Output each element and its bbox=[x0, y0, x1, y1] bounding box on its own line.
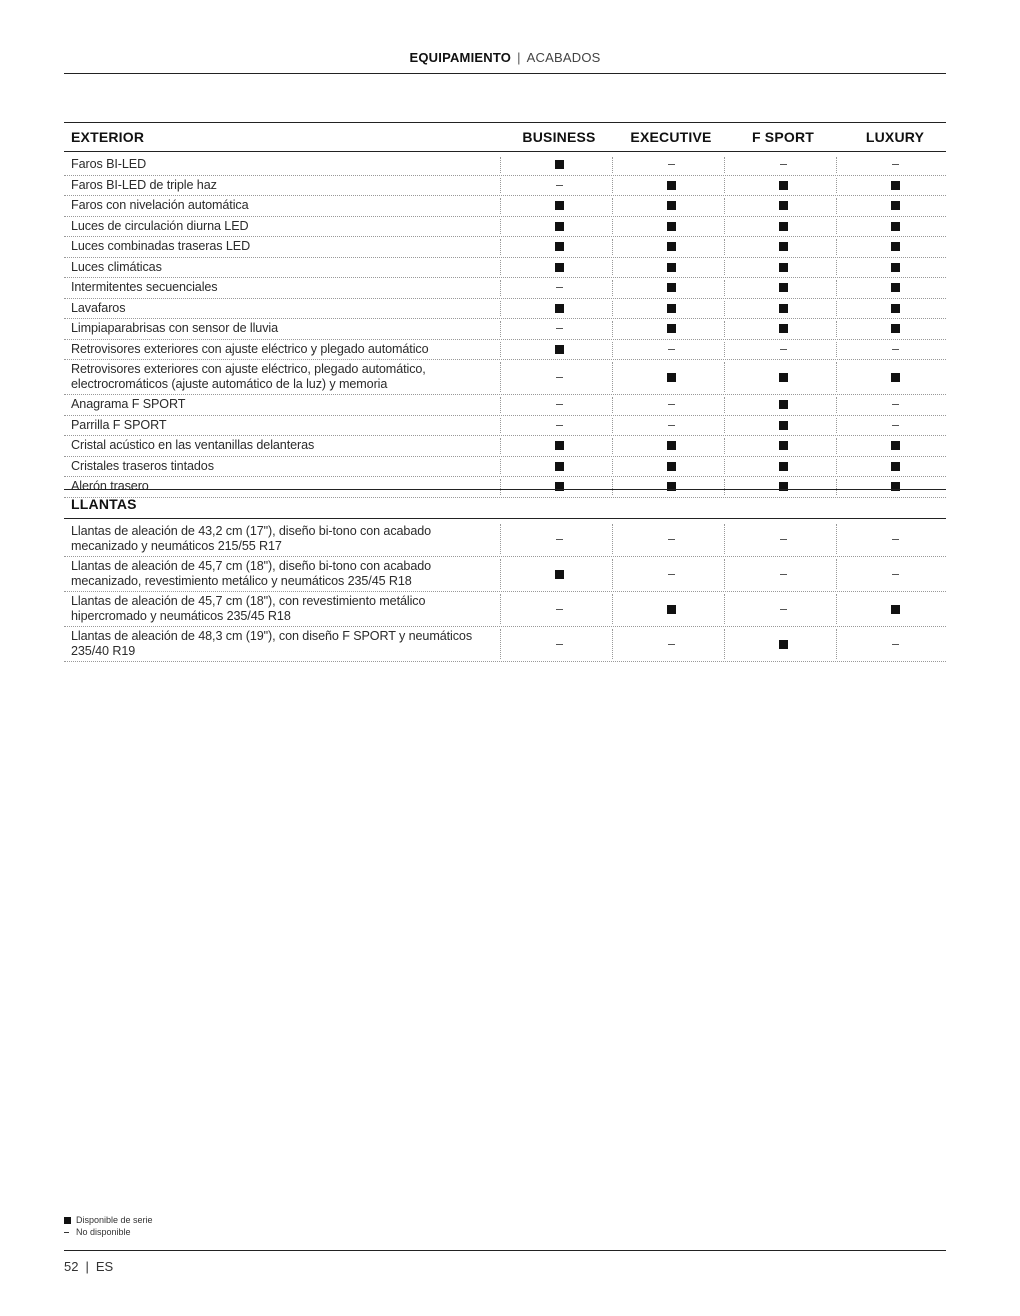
standard-square-icon bbox=[891, 462, 900, 471]
availability-cell bbox=[503, 237, 615, 257]
exterior-section-header bbox=[64, 122, 946, 152]
column-divider bbox=[500, 524, 501, 554]
table-row bbox=[64, 395, 946, 416]
standard-square-icon bbox=[891, 304, 900, 313]
unavailable-dash-icon bbox=[892, 349, 899, 350]
unavailable-dash-icon bbox=[892, 164, 899, 165]
availability-cell bbox=[503, 436, 615, 456]
standard-square-icon bbox=[667, 324, 676, 333]
row-label: Cristales traseros tintados bbox=[71, 458, 214, 473]
availability-cell bbox=[615, 592, 727, 626]
standard-square-icon bbox=[779, 242, 788, 251]
availability-cell bbox=[839, 237, 951, 257]
table-row bbox=[64, 258, 946, 279]
standard-square-icon bbox=[667, 462, 676, 471]
unavailable-dash-icon bbox=[556, 328, 563, 329]
standard-square-icon bbox=[891, 222, 900, 231]
availability-cell bbox=[839, 258, 951, 278]
availability-cell bbox=[727, 522, 839, 556]
section-title-exterior: EXTERIOR bbox=[71, 129, 145, 145]
availability-cell bbox=[727, 627, 839, 661]
page-header bbox=[64, 50, 946, 74]
column-divider bbox=[500, 342, 501, 358]
column-divider bbox=[500, 594, 501, 624]
standard-square-icon bbox=[779, 421, 788, 430]
table-row bbox=[64, 319, 946, 340]
col-header-fsport: F SPORT bbox=[751, 129, 815, 145]
unavailable-dash-icon bbox=[668, 574, 675, 575]
row-label: Llantas de aleación de 43,2 cm (17"), diseño bi-tono con acabado mecanizado y neumáticos 215/55 R17 bbox=[71, 524, 432, 553]
column-divider bbox=[500, 157, 501, 173]
availability-cell bbox=[615, 217, 727, 237]
standard-square-icon bbox=[779, 201, 788, 210]
availability-cell bbox=[839, 416, 951, 436]
standard-square-icon bbox=[779, 283, 788, 292]
column-divider bbox=[500, 459, 501, 475]
column-divider bbox=[500, 178, 501, 194]
table-row bbox=[64, 592, 946, 627]
standard-square-icon bbox=[779, 181, 788, 190]
standard-square-icon bbox=[779, 222, 788, 231]
standard-square-icon bbox=[779, 324, 788, 333]
availability-cell bbox=[727, 217, 839, 237]
availability-cell bbox=[615, 340, 727, 360]
standard-square-icon bbox=[891, 201, 900, 210]
unavailable-dash-icon bbox=[556, 404, 563, 405]
availability-cell bbox=[615, 627, 727, 661]
unavailable-dash-icon bbox=[668, 425, 675, 426]
standard-square-icon bbox=[667, 222, 676, 231]
row-label: Retrovisores exteriores con ajuste eléctrico, plegado automático, electrocromáticos (ajuste automático de la luz) y memoria bbox=[71, 362, 426, 391]
row-label: Luces de circulación diurna LED bbox=[71, 218, 249, 233]
standard-square-icon bbox=[891, 242, 900, 251]
availability-cell bbox=[615, 237, 727, 257]
row-label: Faros BI-LED de triple haz bbox=[71, 177, 217, 192]
availability-cell bbox=[503, 395, 615, 415]
standard-square-icon bbox=[779, 462, 788, 471]
row-label: Llantas de aleación de 45,7 cm (18"), diseño bi-tono con acabado mecanizado, revestimiento metálico y neumáticos 235/45 R18 bbox=[71, 559, 432, 588]
availability-cell bbox=[615, 360, 727, 394]
standard-square-icon bbox=[779, 400, 788, 409]
standard-square-icon bbox=[64, 1217, 76, 1224]
availability-cell bbox=[503, 258, 615, 278]
standard-square-icon bbox=[667, 263, 676, 272]
column-divider bbox=[500, 260, 501, 276]
column-divider bbox=[500, 629, 501, 659]
availability-cell bbox=[503, 416, 615, 436]
availability-cell bbox=[727, 319, 839, 339]
column-divider bbox=[500, 280, 501, 296]
standard-square-icon bbox=[667, 242, 676, 251]
availability-cell bbox=[615, 522, 727, 556]
row-label: Luces combinadas traseras LED bbox=[71, 239, 251, 254]
availability-cell bbox=[615, 196, 727, 216]
availability-cell bbox=[727, 237, 839, 257]
unavailable-dash-icon bbox=[556, 539, 563, 540]
legend-item-unavailable bbox=[64, 1226, 153, 1238]
table-row bbox=[64, 416, 946, 437]
availability-cell bbox=[727, 278, 839, 298]
availability-cell bbox=[615, 299, 727, 319]
column-divider bbox=[500, 362, 501, 392]
availability-cell bbox=[727, 457, 839, 477]
standard-square-icon bbox=[667, 283, 676, 292]
availability-cell bbox=[615, 176, 727, 196]
standard-square-icon bbox=[891, 373, 900, 382]
unavailable-dash-icon bbox=[780, 349, 787, 350]
standard-square-icon bbox=[779, 304, 788, 313]
availability-cell bbox=[727, 395, 839, 415]
unavailable-dash-icon bbox=[556, 609, 563, 610]
table-row bbox=[64, 278, 946, 299]
standard-square-icon bbox=[555, 222, 564, 231]
unavailable-dash-icon bbox=[780, 574, 787, 575]
unavailable-dash-icon bbox=[892, 574, 899, 575]
row-label: Intermitentes secuenciales bbox=[71, 280, 218, 295]
standard-square-icon bbox=[779, 263, 788, 272]
availability-cell bbox=[727, 340, 839, 360]
availability-cell bbox=[503, 522, 615, 556]
unavailable-dash-icon bbox=[780, 164, 787, 165]
availability-cell bbox=[839, 176, 951, 196]
standard-square-icon bbox=[555, 345, 564, 354]
unavailable-dash-icon bbox=[556, 287, 563, 288]
header-subtitle: ACABADOS bbox=[526, 50, 601, 65]
availability-cell bbox=[839, 627, 951, 661]
availability-cell bbox=[727, 416, 839, 436]
llantas-rows bbox=[64, 522, 946, 662]
standard-square-icon bbox=[667, 605, 676, 614]
llantas-section-header bbox=[64, 489, 946, 519]
row-label: Retrovisores exteriores con ajuste eléctrico y plegado automático bbox=[71, 341, 429, 356]
legend bbox=[64, 1214, 153, 1238]
table-row bbox=[64, 237, 946, 258]
unavailable-dash-icon bbox=[668, 644, 675, 645]
availability-cell bbox=[839, 360, 951, 394]
column-divider bbox=[500, 321, 501, 337]
standard-square-icon bbox=[779, 373, 788, 382]
availability-cell bbox=[839, 340, 951, 360]
availability-cell bbox=[615, 319, 727, 339]
availability-cell bbox=[503, 627, 615, 661]
availability-cell bbox=[839, 278, 951, 298]
standard-square-icon bbox=[667, 304, 676, 313]
standard-square-icon bbox=[555, 201, 564, 210]
standard-square-icon bbox=[555, 304, 564, 313]
availability-cell bbox=[615, 395, 727, 415]
table-row bbox=[64, 155, 946, 176]
standard-square-icon bbox=[555, 242, 564, 251]
availability-cell bbox=[839, 557, 951, 591]
footer-separator: | bbox=[85, 1259, 89, 1274]
availability-cell bbox=[503, 217, 615, 237]
row-label: Cristal acústico en las ventanillas delanteras bbox=[71, 438, 315, 453]
unavailable-dash-icon bbox=[556, 425, 563, 426]
table-row bbox=[64, 299, 946, 320]
unavailable-dash-icon bbox=[892, 539, 899, 540]
availability-cell bbox=[615, 155, 727, 175]
availability-cell bbox=[503, 155, 615, 175]
availability-cell bbox=[727, 176, 839, 196]
footer-rule bbox=[64, 1250, 946, 1251]
standard-square-icon bbox=[891, 605, 900, 614]
availability-cell bbox=[503, 196, 615, 216]
standard-square-icon bbox=[667, 181, 676, 190]
table-row bbox=[64, 360, 946, 395]
exterior-rows bbox=[64, 155, 946, 498]
footer-lang: ES bbox=[95, 1259, 114, 1274]
row-label: Luces climáticas bbox=[71, 259, 162, 274]
table-row bbox=[64, 340, 946, 361]
row-label: Anagrama F SPORT bbox=[71, 397, 186, 412]
column-divider bbox=[500, 418, 501, 434]
header-separator: | bbox=[517, 50, 521, 65]
standard-square-icon bbox=[891, 263, 900, 272]
availability-cell bbox=[615, 278, 727, 298]
header-title: EQUIPAMIENTO bbox=[409, 50, 512, 65]
availability-cell bbox=[727, 592, 839, 626]
availability-cell bbox=[839, 217, 951, 237]
row-label: Faros BI-LED bbox=[71, 157, 147, 172]
unavailable-dash-icon bbox=[64, 1232, 76, 1233]
availability-cell bbox=[727, 299, 839, 319]
unavailable-dash-icon bbox=[892, 644, 899, 645]
table-row bbox=[64, 217, 946, 238]
table-row bbox=[64, 557, 946, 592]
standard-square-icon bbox=[667, 373, 676, 382]
availability-cell bbox=[839, 522, 951, 556]
standard-square-icon bbox=[667, 201, 676, 210]
availability-cell bbox=[503, 557, 615, 591]
availability-cell bbox=[839, 196, 951, 216]
standard-square-icon bbox=[555, 441, 564, 450]
standard-square-icon bbox=[891, 441, 900, 450]
standard-square-icon bbox=[555, 263, 564, 272]
column-divider bbox=[500, 397, 501, 413]
table-row bbox=[64, 196, 946, 217]
row-label: Limpiaparabrisas con sensor de lluvia bbox=[71, 321, 279, 336]
availability-cell bbox=[727, 436, 839, 456]
availability-cell bbox=[839, 436, 951, 456]
col-header-executive: EXECUTIVE bbox=[630, 129, 712, 145]
column-divider bbox=[500, 438, 501, 454]
availability-cell bbox=[503, 319, 615, 339]
column-divider bbox=[500, 219, 501, 235]
row-label: Parrilla F SPORT bbox=[71, 417, 167, 432]
legend-item-standard bbox=[64, 1214, 153, 1226]
unavailable-dash-icon bbox=[780, 609, 787, 610]
unavailable-dash-icon bbox=[780, 539, 787, 540]
availability-cell bbox=[503, 278, 615, 298]
standard-square-icon bbox=[891, 181, 900, 190]
legend-text-unavailable: No disponible bbox=[76, 1227, 131, 1237]
header-rule bbox=[64, 73, 946, 74]
unavailable-dash-icon bbox=[556, 644, 563, 645]
availability-cell bbox=[839, 457, 951, 477]
page-footer bbox=[64, 1259, 113, 1274]
availability-cell bbox=[503, 299, 615, 319]
availability-cell bbox=[839, 592, 951, 626]
standard-square-icon bbox=[779, 640, 788, 649]
standard-square-icon bbox=[667, 441, 676, 450]
unavailable-dash-icon bbox=[668, 539, 675, 540]
row-label: Faros con nivelación automática bbox=[71, 198, 249, 213]
table-row bbox=[64, 522, 946, 557]
table-row bbox=[64, 436, 946, 457]
availability-cell bbox=[839, 395, 951, 415]
availability-cell bbox=[615, 258, 727, 278]
unavailable-dash-icon bbox=[668, 349, 675, 350]
row-label: Lavafaros bbox=[71, 300, 126, 315]
availability-cell bbox=[727, 155, 839, 175]
standard-square-icon bbox=[779, 441, 788, 450]
column-divider bbox=[500, 559, 501, 589]
availability-cell bbox=[615, 457, 727, 477]
availability-cell bbox=[503, 360, 615, 394]
availability-cell bbox=[839, 319, 951, 339]
page-number: 52 bbox=[64, 1259, 79, 1274]
availability-cell bbox=[839, 299, 951, 319]
table-row bbox=[64, 176, 946, 197]
availability-cell bbox=[503, 592, 615, 626]
unavailable-dash-icon bbox=[892, 425, 899, 426]
availability-cell bbox=[615, 557, 727, 591]
availability-cell bbox=[503, 176, 615, 196]
availability-cell bbox=[503, 340, 615, 360]
column-divider bbox=[500, 301, 501, 317]
standard-square-icon bbox=[555, 160, 564, 169]
unavailable-dash-icon bbox=[668, 404, 675, 405]
unavailable-dash-icon bbox=[556, 185, 563, 186]
table-row bbox=[64, 457, 946, 478]
availability-cell bbox=[503, 457, 615, 477]
standard-square-icon bbox=[891, 324, 900, 333]
availability-cell bbox=[615, 416, 727, 436]
row-label: Alerón trasero bbox=[71, 479, 149, 494]
availability-cell bbox=[727, 196, 839, 216]
availability-cell bbox=[727, 557, 839, 591]
availability-cell bbox=[839, 155, 951, 175]
col-header-business: BUSINESS bbox=[522, 129, 596, 145]
unavailable-dash-icon bbox=[668, 164, 675, 165]
availability-cell bbox=[727, 360, 839, 394]
standard-square-icon bbox=[891, 283, 900, 292]
standard-square-icon bbox=[555, 570, 564, 579]
availability-cell bbox=[727, 258, 839, 278]
column-divider bbox=[500, 239, 501, 255]
section-title-llantas: LLANTAS bbox=[71, 496, 137, 512]
column-divider bbox=[500, 198, 501, 214]
unavailable-dash-icon bbox=[892, 404, 899, 405]
standard-square-icon bbox=[555, 462, 564, 471]
availability-cell bbox=[615, 436, 727, 456]
row-label: Llantas de aleación de 48,3 cm (19"), con diseño F SPORT y neumáticos 235/40 R19 bbox=[71, 629, 473, 658]
unavailable-dash-icon bbox=[556, 377, 563, 378]
row-label: Llantas de aleación de 45,7 cm (18"), con revestimiento metálico hipercromado y neumáticos 235/45 R18 bbox=[71, 594, 426, 623]
table-row bbox=[64, 627, 946, 662]
col-header-luxury: LUXURY bbox=[865, 129, 925, 145]
legend-text-standard: Disponible de serie bbox=[76, 1215, 153, 1225]
